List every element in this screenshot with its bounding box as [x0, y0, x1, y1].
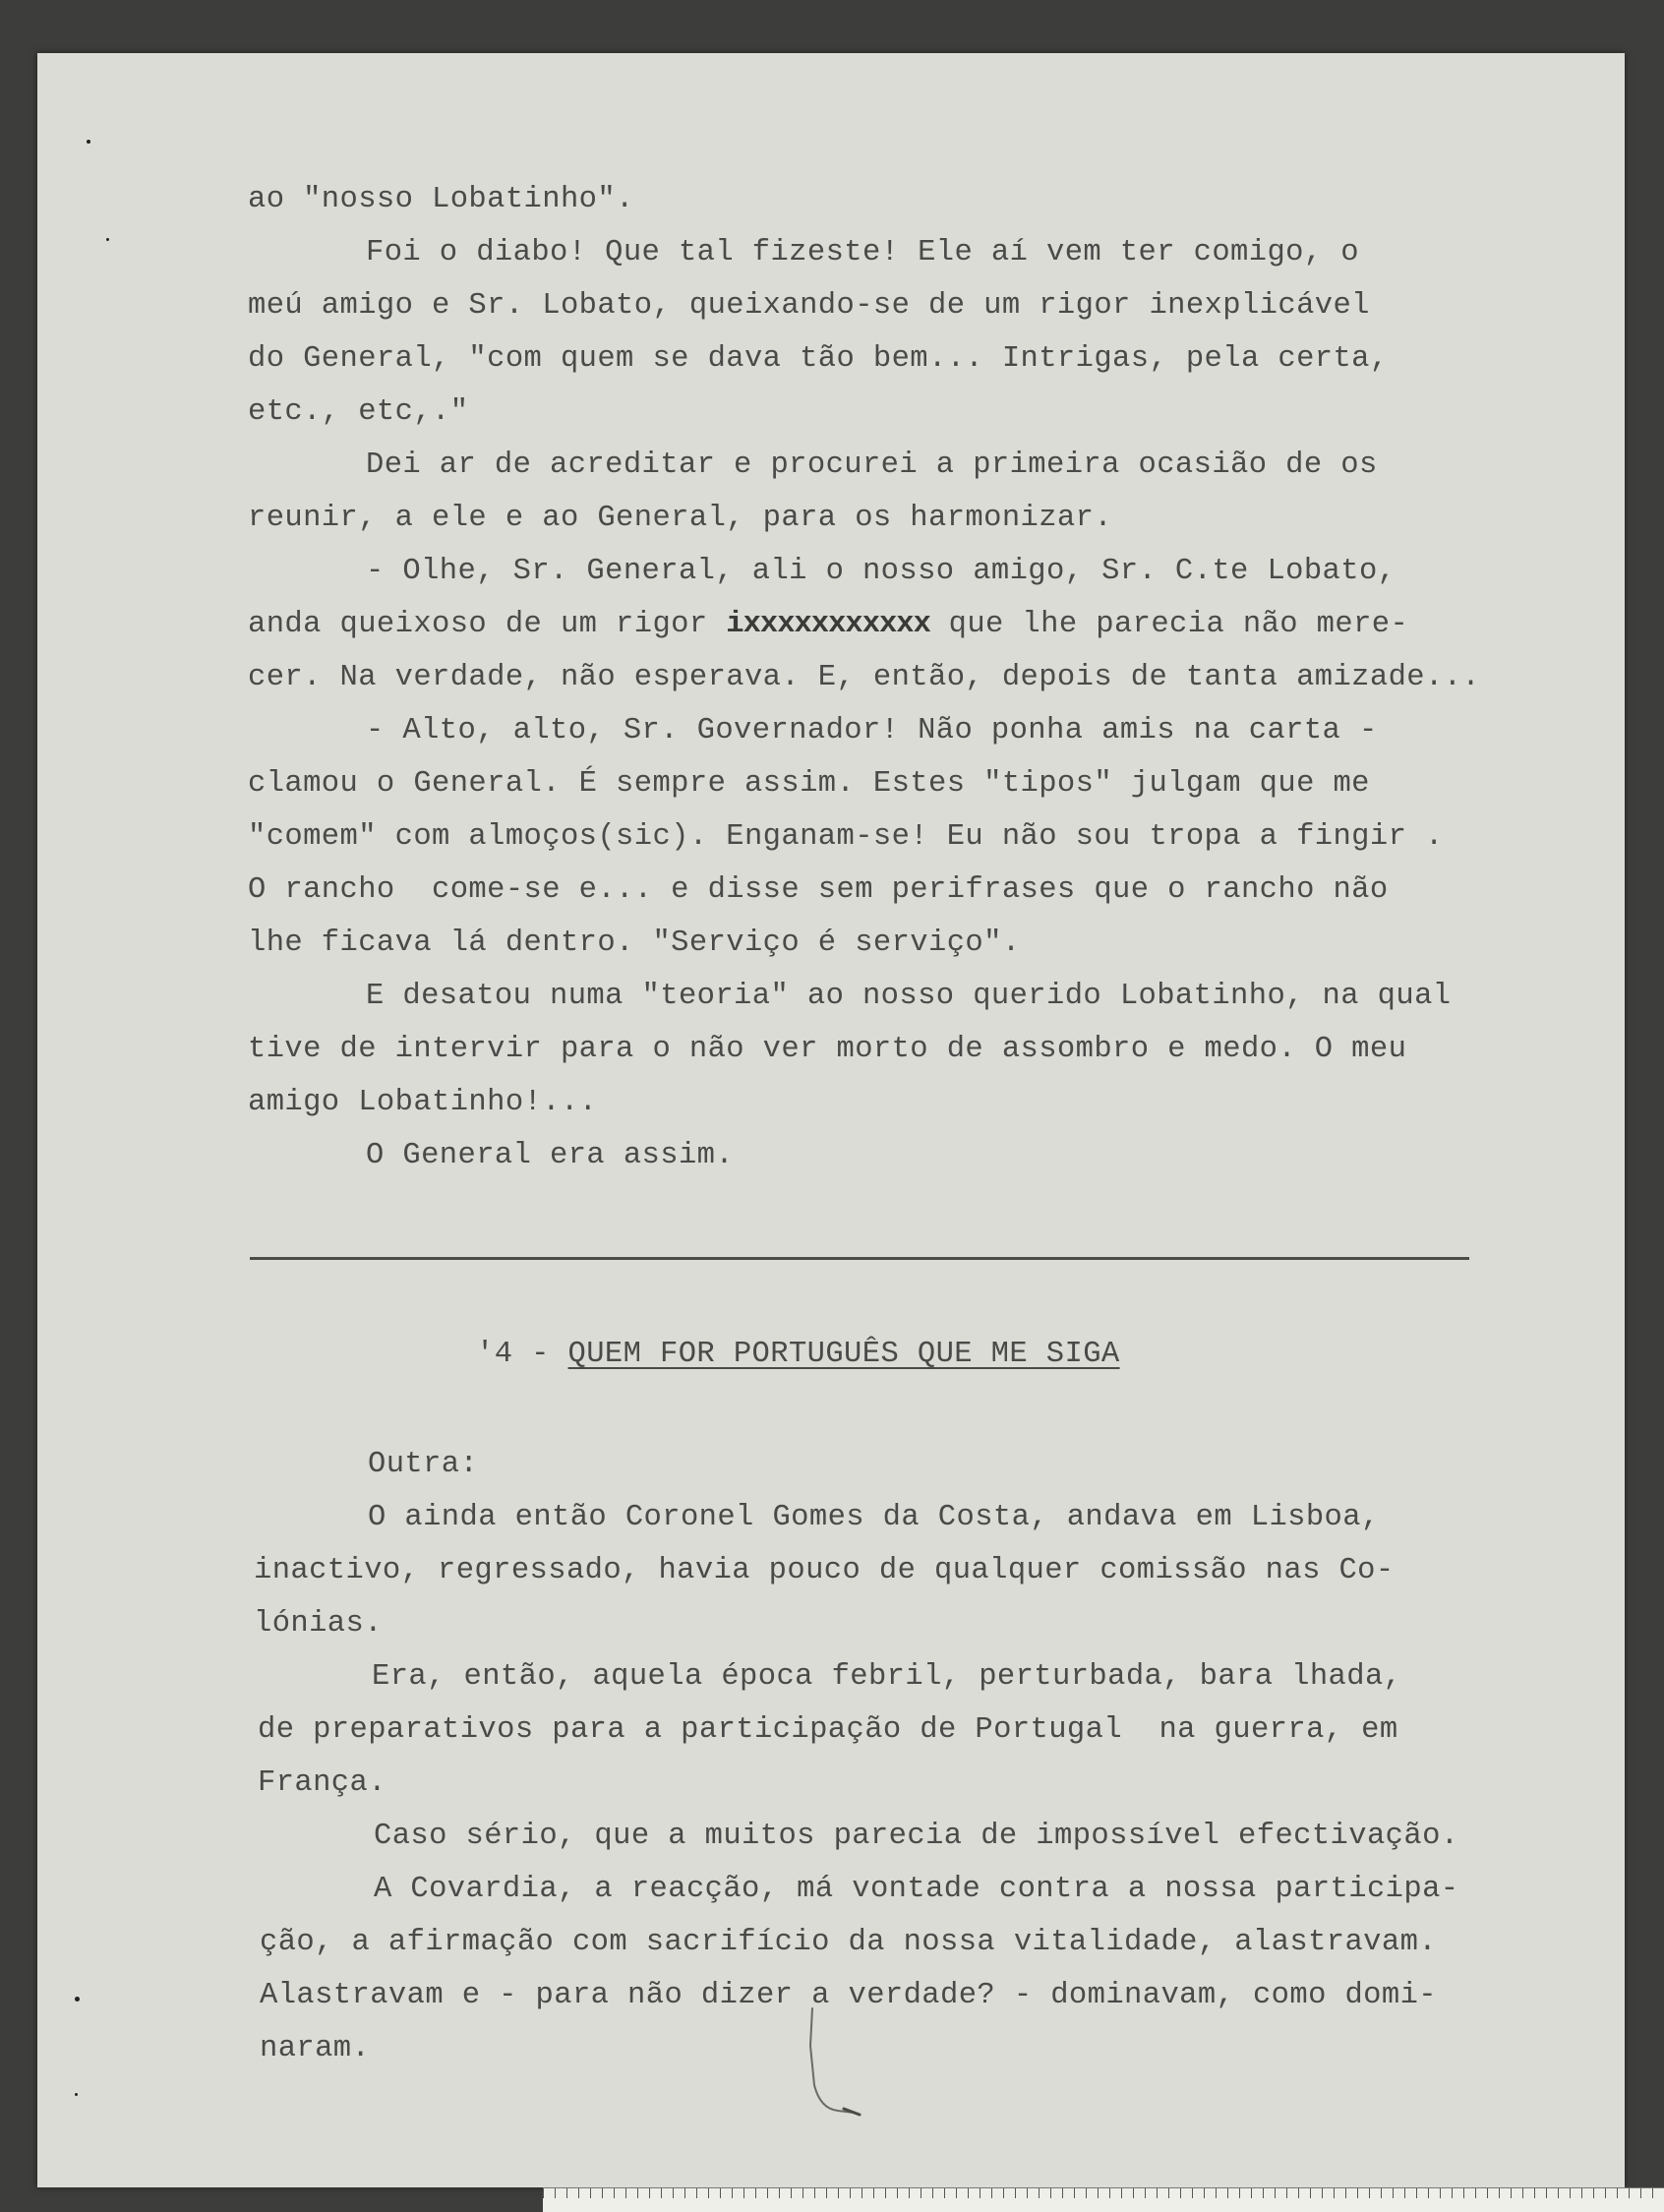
- text-line: - Alto, alto, Sr. Governador! Não ponha amis na carta -: [366, 714, 1378, 747]
- text-line: Era, então, aquela época febril, perturbada, bara lhada,: [372, 1660, 1402, 1694]
- text-line: Outra:: [368, 1448, 479, 1481]
- text-line: cer. Na verdade, não esperava. E, então, depois de tanta amizade...: [248, 661, 1481, 694]
- text-line-with-strikeout: [248, 610, 1408, 640]
- text-line: O ainda então Coronel Gomes da Costa, andava em Lisboa,: [368, 1501, 1380, 1534]
- text-line: naram.: [260, 2032, 371, 2065]
- text-line: meú amigo e Sr. Lobato, queixando-se de um rigor inexplicável: [248, 289, 1370, 323]
- struck-out-typing: ixxxxxxxxxxx: [726, 608, 930, 641]
- text-line: Alastravam e - para não dizer a verdade? - dominavam, como domi-: [260, 1979, 1437, 2012]
- margin-speck: [87, 140, 90, 144]
- section-title: QUEM FOR PORTUGUÊS QUE ME SIGA: [567, 1338, 1120, 1371]
- text-segment: que lhe parecia não mere-: [929, 608, 1409, 641]
- text-line: França.: [258, 1766, 386, 1800]
- text-line: ao "nosso Lobatinho".: [248, 183, 634, 216]
- text-line: Foi o diabo! Que tal fizeste! Ele aí vem ter comigo, o: [366, 236, 1359, 269]
- text-line: clamou o General. É sempre assim. Estes "tipos" julgam que me: [248, 767, 1370, 801]
- text-line: O rancho come-se e... e disse sem perifrases que o rancho não: [248, 873, 1389, 907]
- text-line: Caso sério, que a muitos parecia de impossível efectivação.: [374, 1820, 1459, 1853]
- text-line: amigo Lobatinho!...: [248, 1086, 598, 1119]
- text-line: reunir, a ele e ao General, para os harmonizar.: [248, 502, 1113, 535]
- text-line: O General era assim.: [366, 1139, 735, 1172]
- text-line: de preparativos para a participação de Portugal na guerra, em: [258, 1713, 1398, 1747]
- text-line: "comem" com almoços(sic). Enganam-se! Eu não sou tropa a fingir .: [248, 820, 1444, 854]
- text-line: etc., etc,.": [248, 395, 469, 429]
- margin-speck: [75, 1997, 80, 2002]
- text-segment: anda queixoso de um rigor: [248, 608, 727, 641]
- scan-ruler: [543, 2187, 1664, 2212]
- text-line: lónias.: [254, 1607, 383, 1641]
- text-line: tive de intervir para o não ver morto de assombro e medo. O meu: [248, 1033, 1407, 1066]
- text-line: lhe ficava lá dentro. "Serviço é serviço".: [248, 927, 1021, 960]
- section-heading: [476, 1340, 1120, 1370]
- margin-speck: [106, 238, 109, 241]
- text-line: Dei ar de acreditar e procurei a primeira ocasião de os: [366, 448, 1378, 482]
- text-line: - Olhe, Sr. General, ali o nosso amigo, Sr. C.te Lobato,: [366, 555, 1397, 588]
- text-line: E desatou numa "teoria" ao nosso querido Lobatinho, na qual: [366, 980, 1452, 1013]
- text-line: A Covardia, a reacção, má vontade contra a nossa participa-: [374, 1873, 1459, 1906]
- section-divider: [250, 1257, 1469, 1260]
- section-number: '4 -: [476, 1338, 568, 1371]
- margin-speck: [75, 2093, 78, 2096]
- text-line: ção, a afirmação com sacrifício da nossa vitalidade, alastravam.: [260, 1926, 1437, 1959]
- text-line: do General, "com quem se dava tão bem... Intrigas, pela certa,: [248, 342, 1389, 376]
- text-line: inactivo, regressado, havia pouco de qualquer comissão nas Co-: [254, 1554, 1395, 1587]
- pencil-mark: [787, 2006, 885, 2124]
